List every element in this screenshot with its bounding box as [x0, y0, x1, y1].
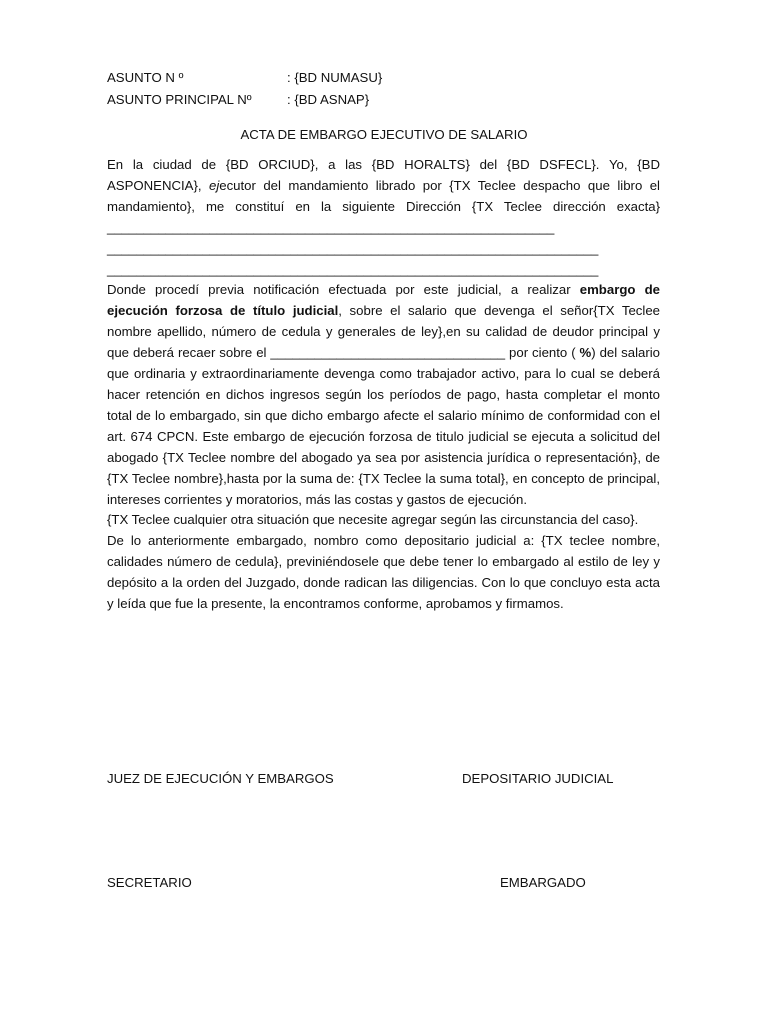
paragraph-2 — [107, 280, 660, 510]
paragraph-2-text: Donde procedí previa notificación efectuada por este judicial, a realizar — [107, 282, 580, 298]
asunto-principal-value: : {BD ASNAP} — [287, 92, 370, 107]
paragraph-3: {TX Teclee cualquier otra situación que necesite agregar según las circunstancia del caso}. — [107, 512, 639, 528]
asunto-line — [107, 70, 382, 85]
paragraph-2-bold: embargo de ejecución forzosa de título judicial — [107, 282, 660, 319]
document-title: ACTA DE EMBARGO EJECUTIVO DE SALARIO — [240, 127, 528, 142]
asunto-principal-label: ASUNTO PRINCIPAL Nº — [107, 92, 252, 107]
paragraph-1-italic: ej — [208, 177, 220, 193]
signature-secretario: SECRETARIO — [107, 875, 192, 890]
paragraph-4: De lo anteriormente embargado, nombro como depositario judicial a: {TX teclee nombre, calidades número de cedula}, previniéndosele que debe tener lo embargado al estilo de ley y depósito a la orden del Juzgado, donde radican las diligencias. Con lo que concluyo esta acta y leída que fue la presente, la encontramos conforme, aprobamos y firmamos. — [107, 533, 660, 612]
signature-juez: JUEZ DE EJECUCIÓN Y EMBARGOS — [107, 771, 334, 786]
signature-depositario: DEPOSITARIO JUDICIAL — [462, 771, 614, 786]
paragraph-1 — [107, 155, 660, 280]
document-body — [107, 155, 660, 615]
percent-sign: % — [579, 345, 592, 361]
paragraph-2-text-end: ) del salario que ordinaria y extraordinariamente devenga como trabajador activo, para lo cual se deberá hacer retención en dichos ingresos según los períodos de pago, hasta completar el monto total de lo embargado, sin que dicho embargo afecte el salario mínimo de conformidad con el art. 674 CPCN. Este embargo de ejecución forzosa de titulo judicial se ejecuta a solicitud del abogado {TX Teclee nombre del abogado ya sea por asistencia jurídica o representación}, de {TX Teclee nombre},hasta por la suma de: {TX Teclee la suma total}, en concepto de principal, intereses corrientes y moratorios, más las costas y gastos de ejecución. — [107, 345, 660, 507]
asunto-principal-line — [107, 92, 369, 107]
paragraph-2-text-cont: , sobre el salario que devenga el señor{TX Teclee nombre apellido, número de cedula y generales de ley},en su calidad de deudor principal y que deberá recaer sobre el ________________________________ por ciento ( — [107, 303, 660, 361]
paragraph-1-text: En la ciudad de {BD ORCIUD}, a las {BD HORALTS} del {BD DSFECL}. Yo, {BD ASPONENCIA}, — [107, 157, 660, 193]
asunto-value: : {BD NUMASU} — [287, 70, 383, 85]
asunto-label: ASUNTO N º — [107, 70, 184, 85]
signature-embargado: EMBARGADO — [500, 875, 586, 890]
paragraph-1-text-cont: ecutor del mandamiento librado por {TX Teclee despacho que libro el mandamiento}, me constituí en la siguiente Dirección {TX Teclee dirección exacta} _____________________________________________________________ ___________________________________________________________________ ___________________________________________________________________ — [107, 177, 660, 277]
